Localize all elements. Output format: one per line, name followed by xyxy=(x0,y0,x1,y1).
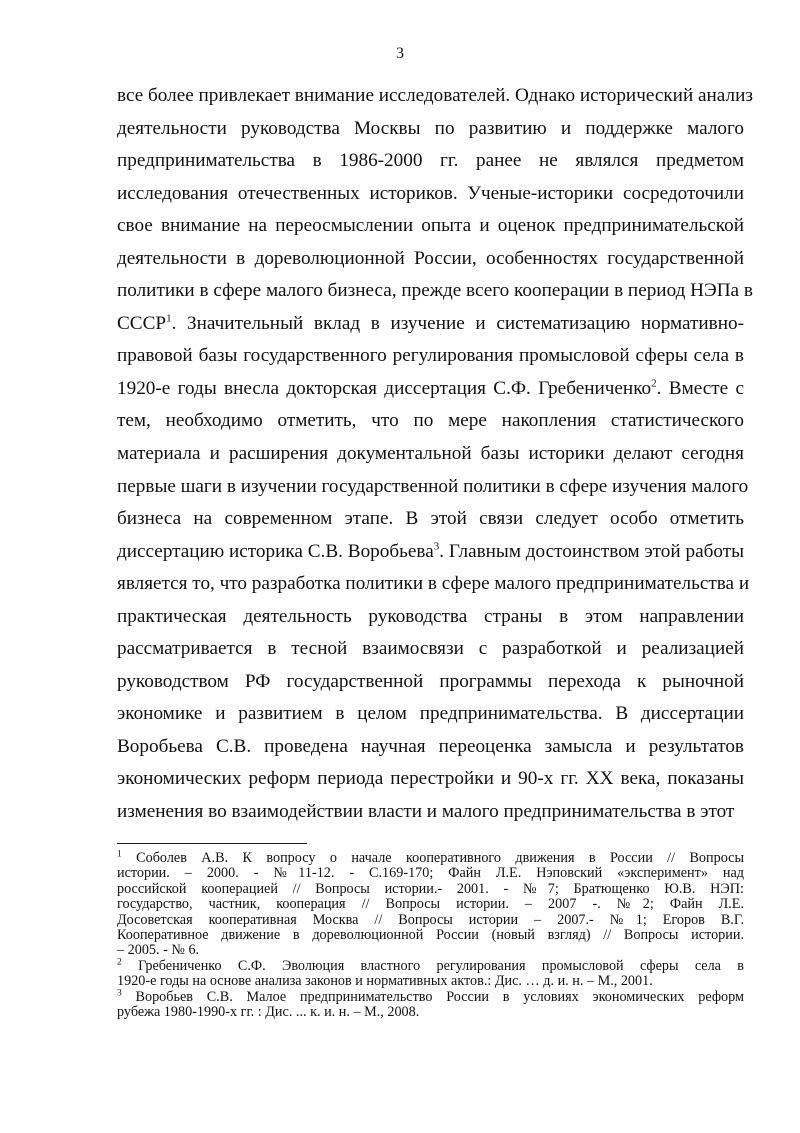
footnote-text: Досоветская кооперативная Москва // Вопросы истории – 2007.- №1; Егоров В.Г. xyxy=(117,911,744,928)
main-text xyxy=(117,80,753,829)
text-line: экономике и развитием в целом предпринимательства. В диссертации xyxy=(117,703,744,725)
text-segment: СССР xyxy=(117,312,167,334)
footnote-text: российской кооперацией // Вопросы истории.- 2001. - №7; Братющенко Ю.В. НЭП: xyxy=(117,880,744,897)
footnote-line xyxy=(117,943,744,958)
footnote-line xyxy=(117,897,744,912)
text-line: рассматривается в тесной взаимосвязи с разработкой и реализацией xyxy=(117,638,744,660)
text-line: изменения во взаимодействии власти и малого предпринимательства в этот xyxy=(117,801,735,823)
text-segment: диссертацию историка С.В. Воробьева xyxy=(117,540,434,562)
text-line xyxy=(117,373,744,406)
text-line: экономических реформ периода перестройки и 90-х гг. XX века, показаны xyxy=(117,768,744,790)
footnote-divider xyxy=(117,843,307,844)
footnote-text: – 2005. - № 6. xyxy=(117,942,200,959)
text-segment: . Значительный вклад в изучение и систематизацию нормативно- xyxy=(171,312,744,334)
text-line: тем, необходимо отметить, что по мере накопления статистического xyxy=(117,410,744,432)
footnote-text: Кооперативное движение в дореволюционной России (новый взгляд) // Вопросы истории. xyxy=(117,926,744,943)
footnote-text: истории. – 2000. - №11-12. - С.169-170; Файн Л.Е. Нэповский «эксперимент» над xyxy=(117,865,744,882)
text-segment: . Вместе с xyxy=(656,377,744,399)
footnote-line xyxy=(117,882,744,897)
footnote-text: 1920-е годы на основе анализа законов и нормативных актов.: Дис. … д. и. н. – М., 2001. xyxy=(117,973,653,990)
text-line: деятельности руководства Москвы по развитию и поддержке малого xyxy=(117,117,744,139)
footnote-reference[interactable]: 1 xyxy=(166,312,172,325)
footnote-marker: 3 xyxy=(117,987,122,998)
text-line: деятельности в дореволюционной России, особенностях государственной xyxy=(117,247,744,269)
text-line: бизнеса на современном этапе. В этой связи следует особо отметить xyxy=(117,508,744,530)
footnote-line xyxy=(117,913,744,928)
text-line: Воробьева С.В. проведена научная переоценка замысла и результатов xyxy=(117,735,744,757)
text-line: правовой базы государственного регулирования промысловой сферы села в xyxy=(117,345,744,367)
footnotes xyxy=(117,851,744,1020)
text-line: руководством РФ государственной программы перехода к рыночной xyxy=(117,670,744,692)
footnote-line xyxy=(117,1005,744,1020)
footnote-line xyxy=(117,851,744,866)
footnote-line xyxy=(117,974,744,989)
text-line: материала и расширения документальной базы историки делают сегодня xyxy=(117,443,744,465)
footnote-text: Гребениченко С.Ф. Эволюция властного регулирования промысловой сферы села в xyxy=(121,957,744,974)
text-line xyxy=(117,308,744,341)
text-line: является то, что разработка политики в сфере малого предпринимательства и xyxy=(117,573,750,595)
text-line: первые шаги в изучении государственной политики в сфере изучения малого xyxy=(117,475,749,497)
footnote-line xyxy=(117,959,744,974)
text-segment: . Главным достоинством этой работы xyxy=(439,540,744,562)
footnote-text: Соболев А.В. К вопросу о начале кооперативного движения в России // Вопросы xyxy=(121,850,744,866)
text-line: предпринимательства в 1986-2000 гг. ранее не являлся предметом xyxy=(117,150,744,172)
text-line: практическая деятельность руководства страны в этом направлении xyxy=(117,605,744,627)
footnote-line xyxy=(117,987,744,1005)
footnote-text: рубежа 1980-1990-х гг. : Дис. ... к. и. н. – М., 2008. xyxy=(117,1003,420,1020)
text-line: все более привлекает внимание исследователей. Однако исторический анализ xyxy=(117,85,753,106)
footnote-reference[interactable]: 3 xyxy=(433,540,440,553)
footnote-text: государство, частник, кооперация // Вопросы истории. – 2007 -. №2; Файн Л.Е. xyxy=(117,896,744,913)
footnote-text: Воробьев С.В. Малое предпринимательство России в условиях экономических реформ xyxy=(121,988,744,1005)
page-number: 3 xyxy=(396,45,404,62)
text-segment: 1920-е годы внесла докторская диссертация С.Ф. Гребениченко xyxy=(117,377,652,399)
text-line: политики в сфере малого бизнеса, прежде всего кооперации в период НЭПа в xyxy=(117,280,753,302)
footnote-line xyxy=(117,866,744,881)
text-line: исследования отечественных историков. Ученые-историки сосредоточили xyxy=(117,182,744,204)
text-line: свое внимание на переосмыслении опыта и оценок предпринимательской xyxy=(117,215,744,237)
text-line xyxy=(117,536,744,569)
footnote-marker: 2 xyxy=(117,957,122,967)
footnote-line xyxy=(117,928,744,943)
footnote-reference[interactable]: 2 xyxy=(651,377,657,390)
footnote-marker: 1 xyxy=(117,849,122,860)
